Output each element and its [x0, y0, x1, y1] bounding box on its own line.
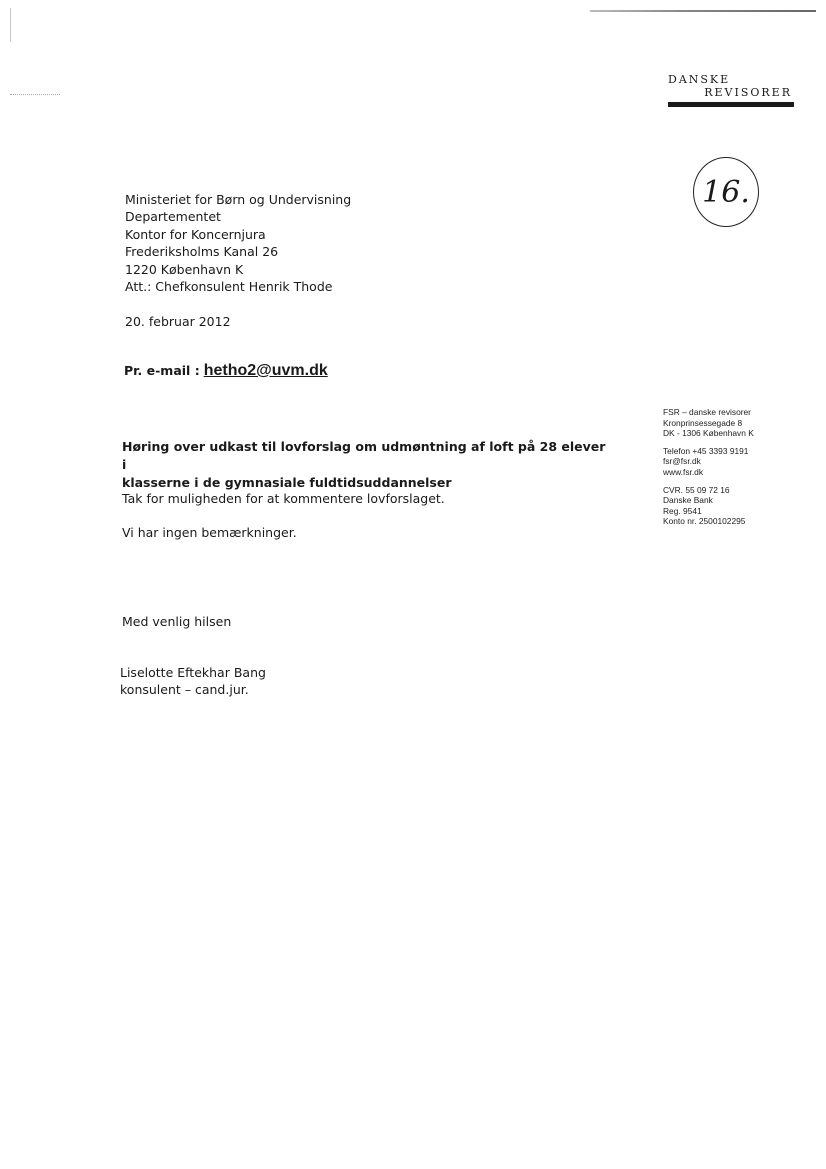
sender-account: Konto nr. 2500102295 [663, 516, 746, 527]
sender-cvr: CVR. 55 09 72 16 [663, 484, 730, 495]
address-line: Ministeriet for Børn og Undervisning [125, 192, 352, 207]
sender-street: Kronprinsessegade 8 [663, 417, 743, 428]
subject-line: klasserne i de gymnasiale fuldtidsuddannelser [122, 475, 452, 490]
sender-phone: Telefon +45 3393 9191 [663, 445, 749, 456]
handwritten-number-stamp [693, 157, 759, 227]
address-line: 1220 København K [125, 261, 244, 277]
signer-name: Liselotte Eftekhar Bang [120, 665, 266, 680]
address-line: Departementet [125, 209, 221, 225]
logo-bar [668, 102, 794, 107]
sender-website-link[interactable]: www.fsr.dk [663, 466, 704, 477]
sender-reg: Reg. 9541 [663, 505, 702, 516]
email-address-link[interactable]: hetho2@uvm.dk [203, 362, 328, 379]
danske-revisorer-logo [668, 73, 794, 107]
scan-artifact-dots [10, 94, 60, 96]
email-label: Pr. e-mail : [124, 363, 200, 378]
subject-line: Høring over udkast til lovforslag om udmøntning af loft på 28 elever i [122, 439, 606, 472]
scan-artifact-line [590, 10, 816, 12]
signature-block [120, 664, 266, 699]
logo-line-2: REVISORER [704, 86, 792, 99]
closing-salutation: Med venlig hilsen [122, 614, 232, 629]
subject-heading [122, 438, 608, 492]
email-line [124, 362, 328, 380]
logo-line-1: DANSKE [668, 73, 731, 86]
address-line: Att.: Chefkonsulent Henrik Thode [125, 279, 333, 295]
sender-bank: Danske Bank [663, 495, 713, 506]
sender-contact-sidebar [663, 407, 754, 527]
sender-city: DK - 1306 København K [663, 428, 754, 439]
signer-title: konsulent – cand.jur. [120, 682, 249, 698]
address-line: Frederiksholms Kanal 26 [125, 244, 279, 260]
letter-date: 20. februar 2012 [125, 314, 231, 329]
body-paragraph: Tak for muligheden for at kommentere lovforslaget. [122, 491, 445, 506]
sender-email-link[interactable]: fsr@fsr.dk [663, 456, 701, 467]
stamp-number: 16. [702, 174, 750, 210]
body-paragraph: Vi har ingen bemærkninger. [122, 525, 297, 540]
recipient-address [125, 191, 351, 295]
address-line: Kontor for Koncernjura [125, 226, 266, 242]
sender-org: FSR – danske revisorer [663, 407, 751, 417]
scan-artifact-line [10, 8, 11, 42]
